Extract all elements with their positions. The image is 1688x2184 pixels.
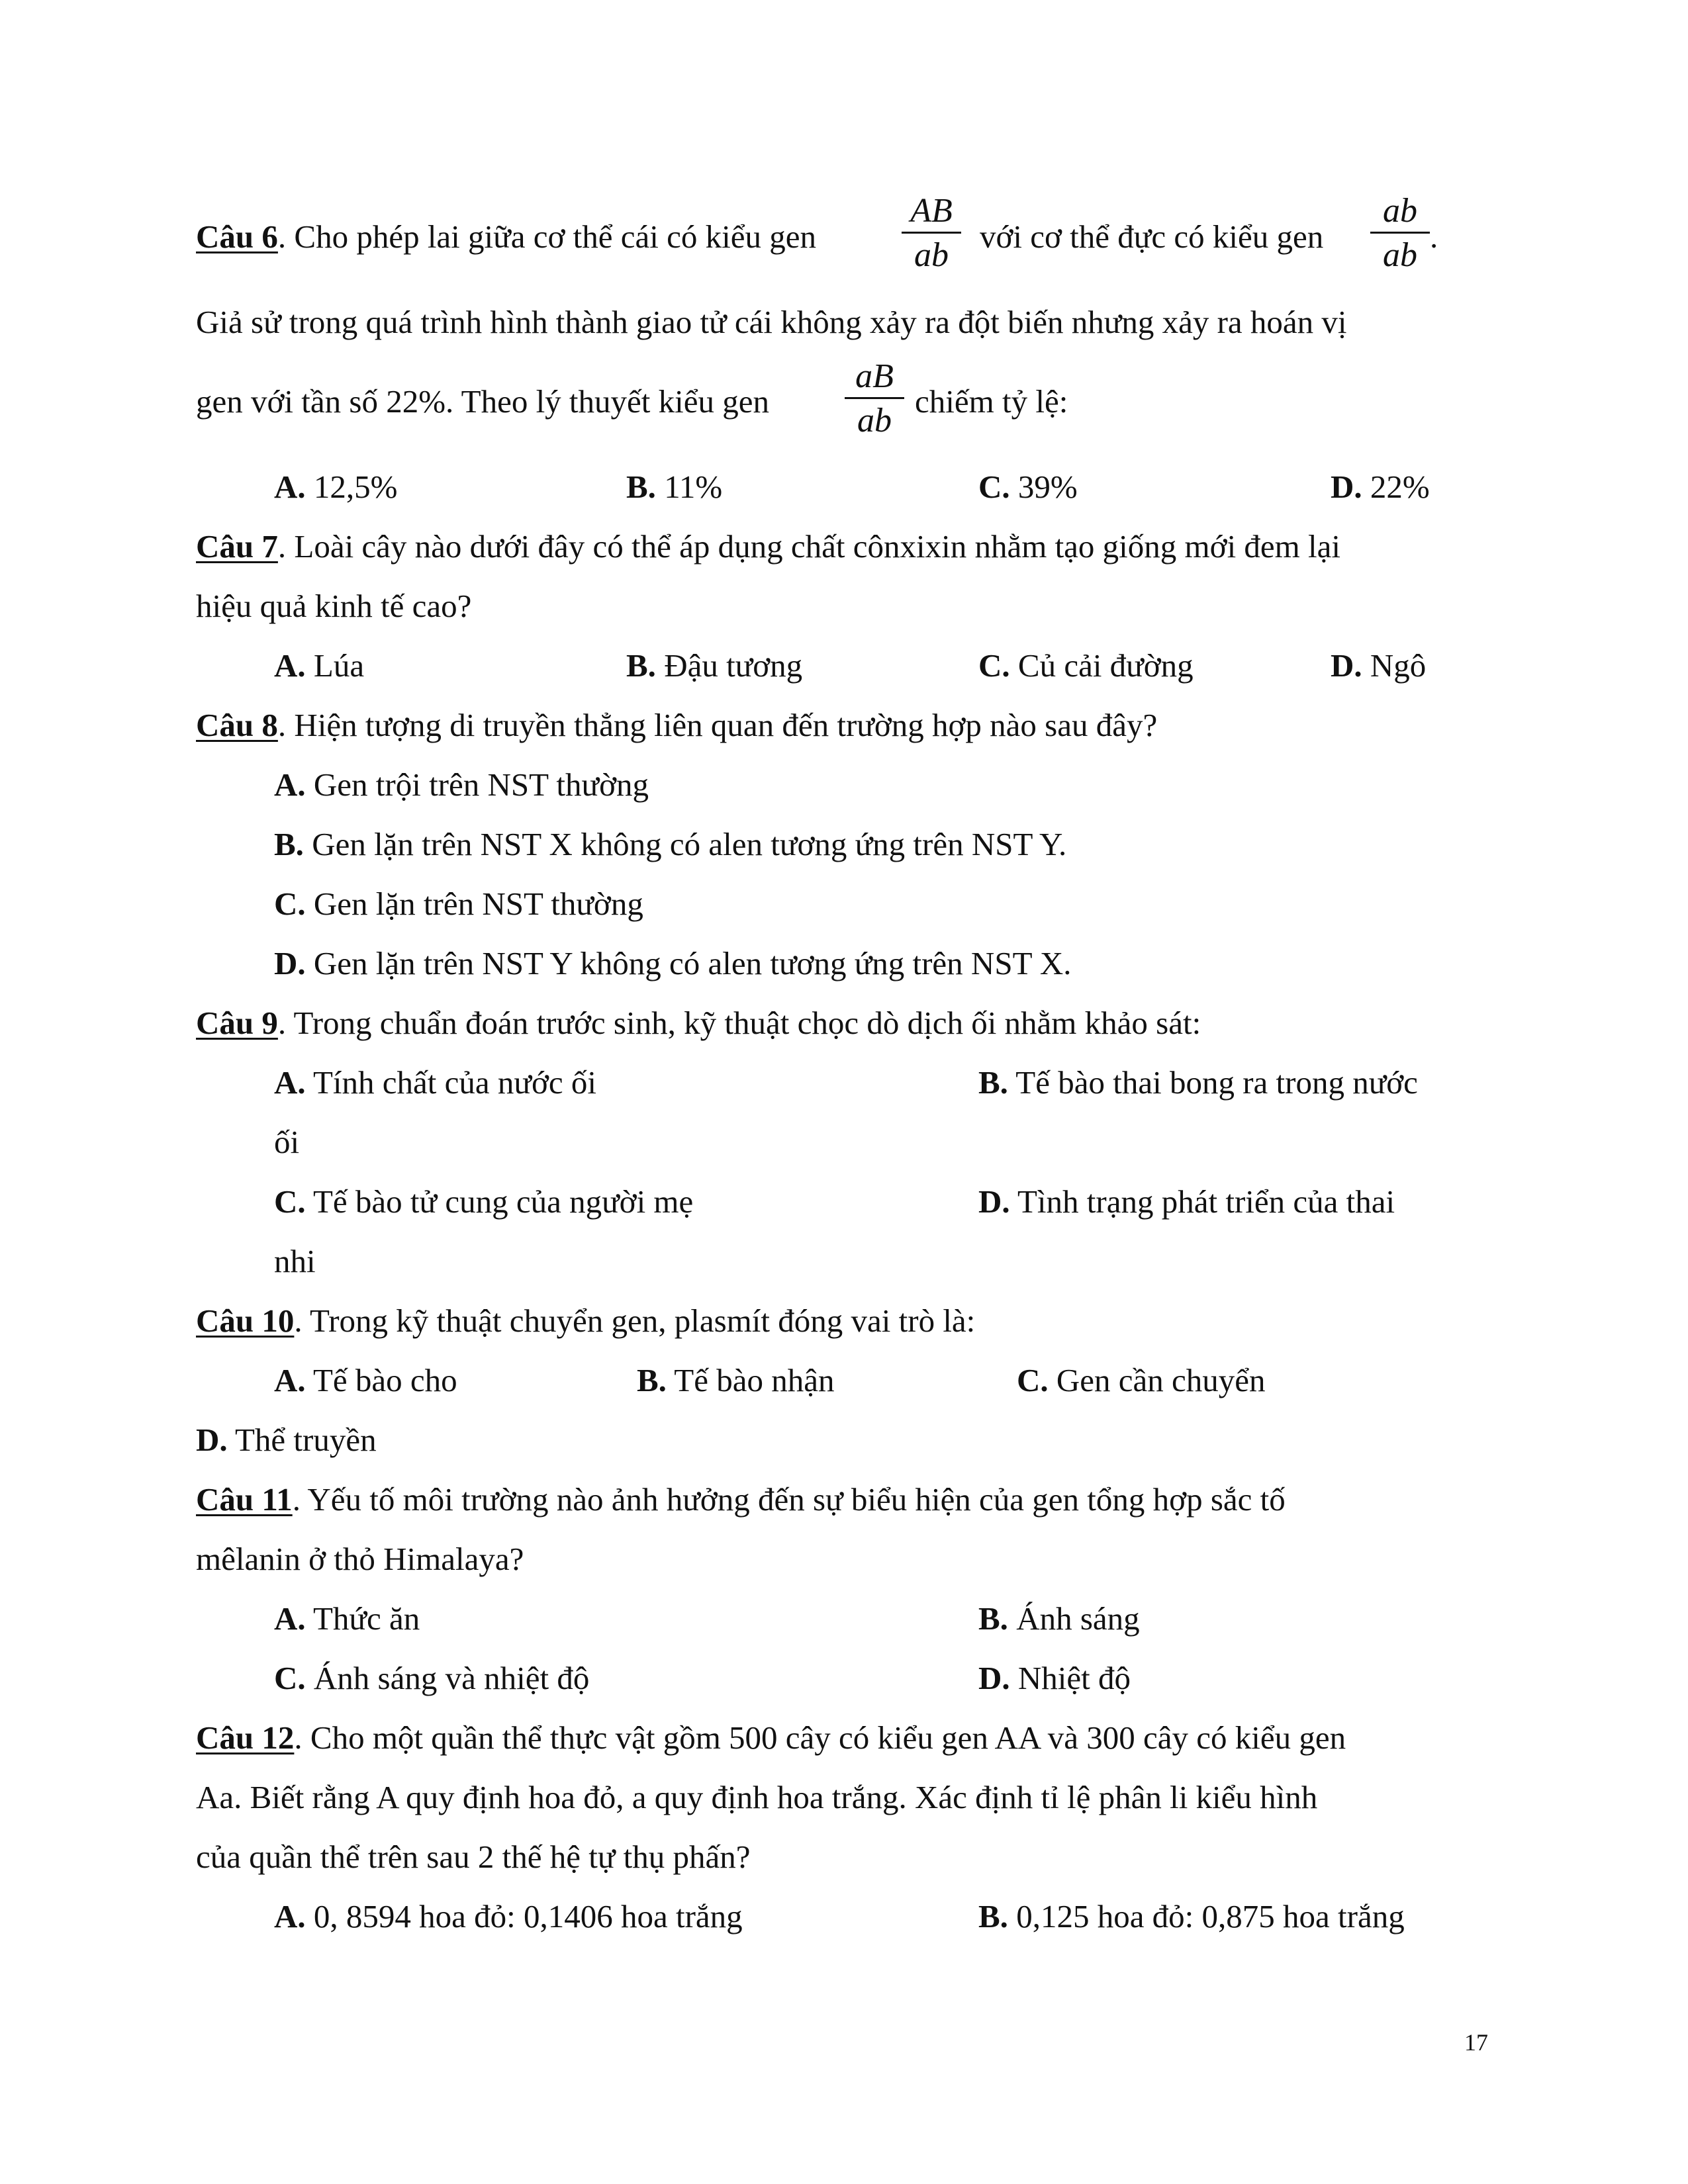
question-12-label: Câu 12 (196, 1719, 295, 1756)
fraction-aB-over-ab: $\frac{aB}{ab}$ (845, 357, 904, 440)
question-6-period: . (1430, 218, 1438, 255)
question-11-line-2: mêlanin ở thỏ Himalaya? (196, 1541, 524, 1577)
question-8-option-b: B. Gen lặn trên NST X không có alen tương ứng trên NST Y. (274, 826, 1067, 862)
question-9-option-c: C. Tế bào tử cung của người mẹ (274, 1183, 694, 1220)
question-9-option-b: B. Tế bào thai bong ra trong nước (978, 1064, 1418, 1101)
question-6-option-c: C. 39% (978, 469, 1078, 505)
question-7-line-1: Câu 7. Loài cây nào dưới đây có thể áp dụng chất cônxixin nhằm tạo giống mới đem lại (196, 528, 1341, 565)
question-10-label: Câu 10 (196, 1302, 295, 1339)
question-6-line-2: Giả sử trong quá trình hình thành giao tử cái không xảy ra đột biến nhưng xảy ra hoán vị (196, 304, 1347, 340)
question-8-option-d: D. Gen lặn trên NST Y không có alen tương ứng trên NST X. (274, 945, 1072, 981)
page-number: 17 (1464, 2029, 1488, 2056)
question-10-option-b: B. Tế bào nhận (637, 1362, 835, 1398)
question-9-option-d: D. Tình trạng phát triển của thai (978, 1183, 1395, 1220)
question-10-option-c: C. Gen cần chuyển (1017, 1362, 1266, 1398)
fraction-ab-over-ab: $\frac{ab}{ab}$ (1370, 192, 1430, 275)
fraction-AB-over-ab: $\frac{AB}{ab}$ (902, 192, 961, 275)
question-11-option-d: D. Nhiệt độ (978, 1660, 1131, 1696)
question-7-option-c: C. Củ cải đường (978, 647, 1194, 684)
question-11-option-c: C. Ánh sáng và nhiệt độ (274, 1660, 590, 1696)
question-7-option-a: A. Lúa (274, 647, 365, 684)
question-9-option-a: A. Tính chất của nước ối (274, 1064, 596, 1101)
question-10-option-a: A. Tế bào cho (274, 1362, 457, 1398)
question-11-line-1: Câu 11. Yếu tố môi trường nào ảnh hưởng đến sự biểu hiện của gen tổng hợp sắc tố (196, 1481, 1286, 1518)
question-12-line-1: Câu 12. Cho một quần thể thực vật gồm 500 cây có kiểu gen AA và 300 cây có kiểu gen (196, 1719, 1346, 1756)
question-9-line-1: Câu 9. Trong chuẩn đoán trước sinh, kỹ thuật chọc dò dịch ối nhằm khảo sát: (196, 1005, 1201, 1041)
question-12-line-2: Aa. Biết rằng A quy định hoa đỏ, a quy định hoa trắng. Xác định tỉ lệ phân li kiểu hình (196, 1779, 1318, 1815)
question-11-label: Câu 11 (196, 1481, 293, 1518)
question-12-option-b: B. 0,125 hoa đỏ: 0,875 hoa trắng (978, 1898, 1405, 1934)
question-6-option-b: B. 11% (626, 469, 723, 505)
question-12-option-a: A. 0, 8594 hoa đỏ: 0,1406 hoa trắng (274, 1898, 743, 1934)
question-9-option-b-wrap: ối (274, 1124, 300, 1160)
question-7-option-b: B. Đậu tương (626, 647, 803, 684)
question-6-line-1b: với cơ thể đực có kiểu gen (980, 218, 1324, 255)
question-10-line-1: Câu 10. Trong kỹ thuật chuyển gen, plasmít đóng vai trò là: (196, 1302, 976, 1339)
question-8-option-a: A. Gen trội trên NST thường (274, 766, 649, 803)
question-8-label: Câu 8 (196, 707, 278, 743)
question-10-option-d: D. Thể truyền (196, 1422, 377, 1458)
question-11-option-a: A. Thức ăn (274, 1600, 420, 1637)
question-9-option-d-wrap: nhi (274, 1243, 316, 1279)
question-6-line-3b: chiếm tỷ lệ: (915, 383, 1068, 420)
question-9-label: Câu 9 (196, 1005, 278, 1041)
question-11-option-b: B. Ánh sáng (978, 1600, 1140, 1637)
question-6-line-1: Câu 6. Cho phép lai giữa cơ thể cái có kiểu gen (196, 218, 816, 255)
question-7-option-d: D. Ngô (1331, 647, 1427, 684)
question-6-line-3: gen với tần số 22%. Theo lý thuyết kiểu gen (196, 383, 770, 420)
question-8-option-c: C. Gen lặn trên NST thường (274, 886, 643, 922)
question-6-label: Câu 6 (196, 218, 278, 255)
question-6-option-d: D. 22% (1331, 469, 1430, 505)
question-12-line-3: của quần thể trên sau 2 thế hệ tự thụ phấn? (196, 1839, 751, 1875)
question-8-line-1: Câu 8. Hiện tượng di truyền thẳng liên quan đến trường hợp nào sau đây? (196, 707, 1158, 743)
question-7-line-2: hiệu quả kinh tế cao? (196, 588, 472, 624)
question-7-label: Câu 7 (196, 528, 278, 565)
question-6-option-a: A. 12,5% (274, 469, 398, 505)
